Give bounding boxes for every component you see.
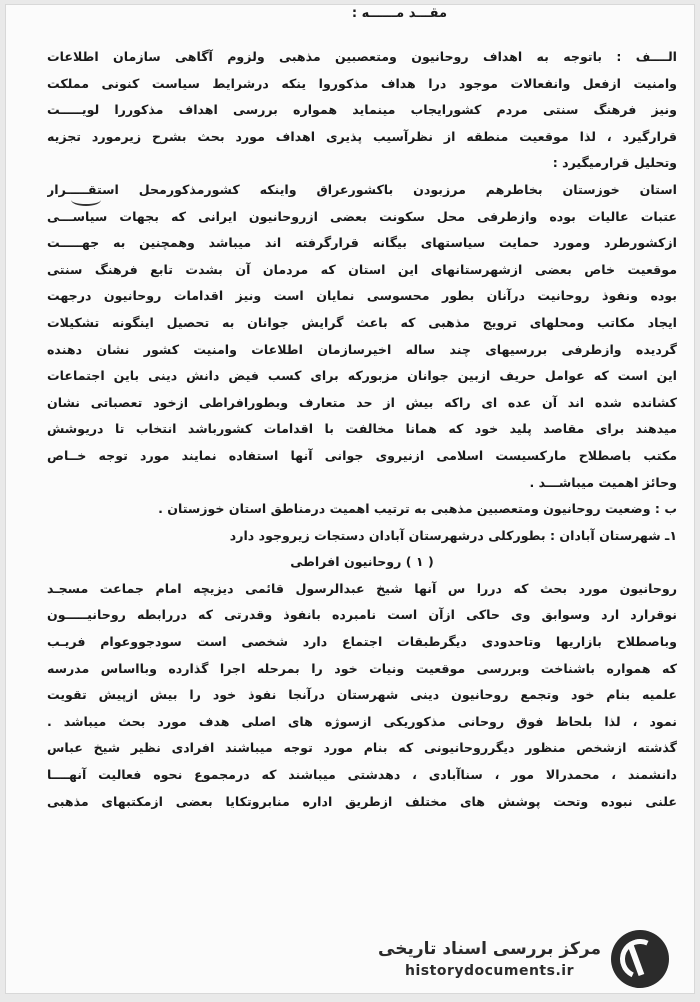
subsection-heading: ۱ـ شهرستان آبادان : بطورکلی درشهرستان آبادان دستجات زیروجود دارد — [229, 527, 677, 543]
section-heading: ب : وضعیت روحانیون ومتعصبین مذهبی به ترتیب اهمیت درمناطق استان خوزستان . — [158, 501, 677, 517]
history-documents-logo-icon — [611, 930, 669, 988]
text-line: ایجاد مکاتب ومحلهای ترویج مذهبی که باعث گرایش جوانان به تحصیل اینگونه تشکیلات — [47, 314, 677, 330]
logo-title: مرکز بررسی اسناد تاریخی — [378, 939, 601, 959]
logo-site-url[interactable]: historydocuments.ir — [405, 963, 574, 979]
text-line: علنی نبوده وتحت پوشش های مختلف ازطریق اداره منابروتکایا بعضی ازمکتبهای مذهبی — [47, 793, 677, 809]
text-line: الــــف : باتوجه به اهداف روحانیون ومتعصبین مذهبی ولزوم آگاهی سازمان اطلاعات — [47, 49, 677, 64]
text-line: عتبات عالیات بوده وازطرفی محل سکونت بعضی ازروحانیون ایرانی که بجهات سیاســـی — [47, 208, 677, 224]
text-line: بوده ونفوذ روحانیت درآنان بطور محسوسی نمایان است ونیز اقدامات روحانیون درجهت — [47, 288, 677, 304]
text-line: علمیه بنام خود وتجمع روحانیون دینی شهرستان درآنجا نفوذ خود را بیش ازپیش تقویت — [47, 687, 677, 703]
document-page — [5, 4, 695, 994]
text-line: گذشته ازشخص منظور دیگرروحانیونی که بنام مورد توجه میباشند افرادی نظیر شیخ عباس — [47, 740, 677, 756]
text-line: میدهند برای مقاصد پلید خود که همانا مخالفت با اقدامات کشورباشد انتخاب تا دریوشش — [47, 421, 677, 437]
text-line: وتحلیل قرارمیگیرد : — [552, 155, 677, 171]
document-header: مقـــد مــــــه : — [351, 6, 447, 21]
text-line: وحائز اهمیت میباشـــد . — [529, 474, 677, 490]
text-line: کشانده شده اند آن عده ای راکه بیش از حد متعارف وبطورافراطی ازخود تعصباتی نشان — [47, 394, 677, 410]
text-line: نمود ، لذا بلحاظ فوق روحانی مذکوریکی ازسوژه های اصلی هدف مورد بحث میباشد . — [47, 713, 677, 729]
text-line: ونیز فرهنگ سنتی مردم کشورایجاب مینماید همواره بررسی اهداف مذکوررا لویـــــت — [47, 102, 677, 118]
text-line: وامنیت ازفعل وانفعالات موجود درا هداف مذکوروا ینکه درشرایط سیاست کنونی مملکت — [47, 75, 677, 91]
text-line: گردیده وازطرفی بررسیهای چند ساله اخیرسازمان اطلاعات وامنیت کشور نشان دهنده — [47, 341, 677, 357]
footer — [5, 920, 695, 994]
logo-text — [378, 937, 601, 981]
text-line: ازکشورطرد ومورد حمایت سیاستهای بیگانه قرارگرفته اند میباشد وهمچنین به جهـــــت — [47, 235, 677, 251]
watermark-logo[interactable] — [378, 930, 669, 988]
text-line: وباصطلاح بازاریها وتاحدودی دیگرطبقات اجتماع دارد شخصی است سودجووعوام فریـب — [47, 634, 677, 650]
text-line: استان خوزستان بخاطرهم مرزبودن باکشورعراق واینکه کشورمذکورمحل استقـــــرار — [47, 181, 677, 197]
text-line: این است که عوامل حریف ازبین جوانان مزبورکه برای کسب فیض دانش دینی باین اجتماعات — [47, 368, 677, 384]
text-line: که همواره باشناخت وبررسی موقعیت ونیات خود را بمرحله اجرا گذارده وبااساس مدرسه — [47, 660, 677, 676]
text-line: دانشمند ، محمدرالا مور ، سناآبادی ، دهدشتی میباشند که درمجموع نحوه فعالیت آنهــــا — [47, 767, 677, 783]
text-line: نوقرارد ارد وسوابق وی حاکی ازآن است نامبرده بانفوذ وقدرتی که دررابطه روحانیـــــون — [47, 607, 677, 623]
text-line: مکتب باصطلاح مارکسیست اسلامی ازنیروی جوانی آنها استفاده نمایند مورد توجه خــاص — [47, 447, 677, 463]
document-body — [47, 44, 677, 815]
text-line: روحانیون مورد بحث که دررا س آنها شیخ عبدالرسول قائمی دیزیچه امام جماعت مسجـد — [47, 580, 677, 596]
text-line: موقعیت خاص بعضی ازشهرستانهای این استان که مردمان آن بشدت تابع فرهنگ سنتی — [47, 261, 677, 277]
item-heading: ( ۱ ) روحانیون افراطی — [290, 554, 434, 570]
text-line: قرارگیرد ، لذا موقعیت منطقه از نظرآسیب پذیری اهداف مورد بحث بشرح زیرمورد تجزیه — [47, 128, 677, 144]
